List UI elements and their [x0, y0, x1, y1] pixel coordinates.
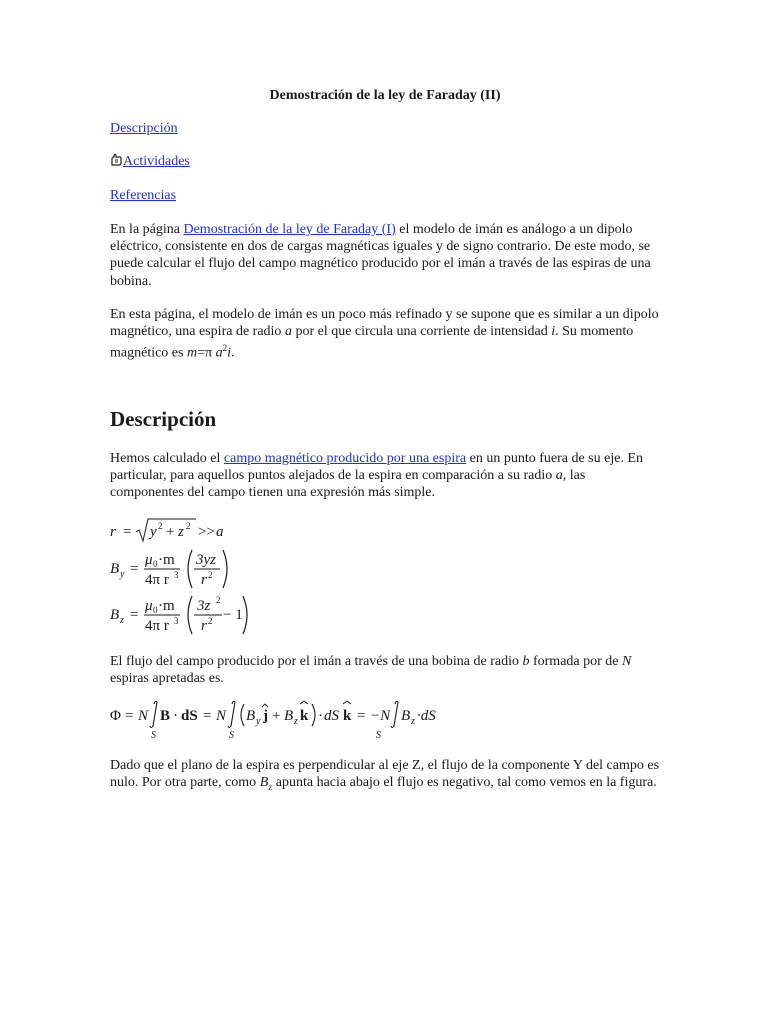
nav-link-actividades[interactable]: Actividades — [123, 154, 190, 169]
formula-symbol: y — [150, 524, 157, 540]
formula-symbol: 4π r — [145, 572, 169, 588]
formula-symbol: 2 — [186, 521, 191, 531]
formula-symbol: 3z — [197, 598, 211, 614]
variable-i: i — [227, 346, 231, 362]
formula-symbol: z — [178, 524, 184, 540]
section-paragraph-1 — [110, 450, 662, 502]
formula-symbol: j — [263, 708, 268, 724]
formula-symbol: k — [300, 708, 309, 724]
nav-link-referencias[interactable]: Referencias — [110, 188, 177, 203]
formula-symbol: ·m — [158, 598, 175, 614]
nav-item-actividades — [110, 153, 190, 171]
text-run: en un punto fuera de su eje. En particular, para aquellos puntos alejados de la espira en comparación a su radio — [110, 451, 643, 484]
formula-symbol: S — [151, 730, 156, 741]
formula-symbol: 4π r — [145, 618, 169, 634]
variable-b: B — [259, 775, 269, 791]
formula-symbol: + — [272, 708, 281, 724]
formula-symbol: 0 — [153, 559, 158, 569]
text-run: En la página — [110, 222, 184, 237]
formula-symbol: >> — [198, 524, 215, 540]
formula-symbol: = — [123, 524, 132, 540]
formula-symbol: N — [216, 708, 227, 724]
text-run: por el que circula una corriente de intensidad — [291, 324, 552, 340]
exponent: 2 — [222, 343, 228, 354]
formula-symbol: k — [343, 708, 352, 724]
formula-symbol: z — [120, 615, 124, 626]
formula-symbol: N — [138, 708, 149, 724]
link-campo-espira[interactable]: campo magnético producido por una espira — [223, 451, 467, 466]
formula-symbol: a — [216, 524, 224, 540]
formula-symbol: = — [130, 561, 139, 577]
text-run: =π — [197, 346, 216, 362]
text-run: El flujo del campo producido por el imán a través de una bobina de radio — [110, 654, 523, 669]
formula-symbol: B — [160, 708, 171, 724]
text-run: Hemos calculado el — [110, 451, 224, 466]
text-run: . — [230, 346, 235, 362]
formula-symbol: y — [256, 716, 261, 727]
page-title: Demostración de la ley de Faraday (II) — [269, 88, 501, 103]
variable-a: a — [555, 468, 563, 484]
formula-symbol: ·dS — [417, 708, 436, 724]
formula-symbol: 2 — [158, 521, 163, 531]
formula-symbol: 3 — [174, 570, 179, 580]
formula-symbol: −N — [370, 708, 391, 724]
formula-symbol: S — [229, 730, 234, 741]
variable-b: b — [522, 654, 530, 669]
intro-paragraph-2 — [110, 306, 662, 362]
formula-symbol: 0 — [153, 605, 158, 615]
formula-symbol: μ — [145, 552, 153, 568]
section-paragraph-3 — [110, 757, 662, 796]
formula-symbol: B — [110, 561, 120, 577]
hand-pointer-icon — [110, 154, 122, 166]
formula-r — [110, 514, 270, 546]
text-run: espiras apretadas es. — [110, 671, 224, 687]
formula-symbol: = — [125, 708, 134, 724]
formula-symbol: Φ — [110, 708, 121, 724]
formula-symbol: + — [166, 524, 175, 540]
formula-symbol: B — [401, 708, 411, 724]
nav-link-descripcion[interactable]: Descripción — [110, 121, 178, 136]
formula-symbol: 2 — [208, 616, 213, 626]
text-run: . Su momento magnético es — [110, 324, 634, 362]
formula-symbol: y — [120, 569, 125, 580]
formula-symbol: dS — [181, 708, 198, 724]
formula-symbol: B — [284, 708, 294, 724]
variable-n: N — [622, 654, 632, 669]
formula-symbol: μ — [145, 598, 153, 614]
formula-bz — [110, 592, 270, 638]
formula-symbol: 3yz — [196, 552, 216, 568]
text-run: apunta hacia abajo el flujo es negativo, tal como vemos en la figura. — [272, 775, 657, 791]
text-run: En esta página, el modelo de imán es un poco más refinado y se supone que es similar a un dipolo magnético, una espira de radio — [110, 307, 659, 340]
formula-symbol: − 1 — [223, 607, 243, 623]
section-paragraph-2 — [110, 653, 662, 687]
formula-symbol: z — [294, 716, 298, 727]
formula-symbol: ·m — [158, 552, 175, 568]
text-run: formada por de — [529, 654, 623, 669]
formula-symbol: B — [110, 607, 120, 623]
variable-i: i — [551, 324, 556, 340]
formula-symbol: · — [173, 708, 178, 724]
formula-symbol: dS — [324, 708, 339, 724]
formula-symbol: 3 — [174, 616, 179, 626]
formula-symbol: = — [203, 708, 212, 724]
text-run: el modelo de imán es análogo a un dipolo eléctrico, consistente en dos de cargas magnéticas iguales y de signo contrario. De este modo, se puede calcular el flujo del campo magnético producido por el imán a través de las espiras de una bobina. — [110, 222, 651, 289]
intro-paragraph-1 — [110, 221, 662, 290]
link-faraday-i[interactable]: Demostración de la ley de Faraday (I) — [183, 222, 396, 237]
formula-symbol: = — [130, 607, 139, 623]
text-run: Dado que el plano de la espira es perpendicular al eje Z, el flujo de la componente Y del campo es nulo. Por otra parte, como — [110, 758, 660, 791]
formula-by — [110, 546, 270, 592]
text-run: , las componentes del campo tienen una expresión más simple. — [110, 468, 586, 501]
formula-symbol: 2 — [208, 570, 213, 580]
formula-symbol: B — [246, 708, 256, 724]
variable-m: m — [186, 346, 198, 362]
formula-symbol: S — [376, 730, 381, 741]
section-heading-descripcion: Descripción — [110, 407, 217, 431]
variable-a: a — [284, 324, 292, 340]
formula-symbol: z — [411, 716, 415, 727]
formula-symbol: · — [318, 708, 323, 724]
variable-a: a — [215, 346, 223, 362]
formula-symbol: r — [201, 572, 207, 588]
formula-symbol: = — [357, 708, 366, 724]
formula-symbol: 2 — [216, 595, 221, 605]
subscript: z — [268, 782, 273, 792]
formula-symbol: r — [110, 524, 116, 540]
formula-symbol: r — [201, 618, 207, 634]
formula-flux — [110, 696, 440, 742]
